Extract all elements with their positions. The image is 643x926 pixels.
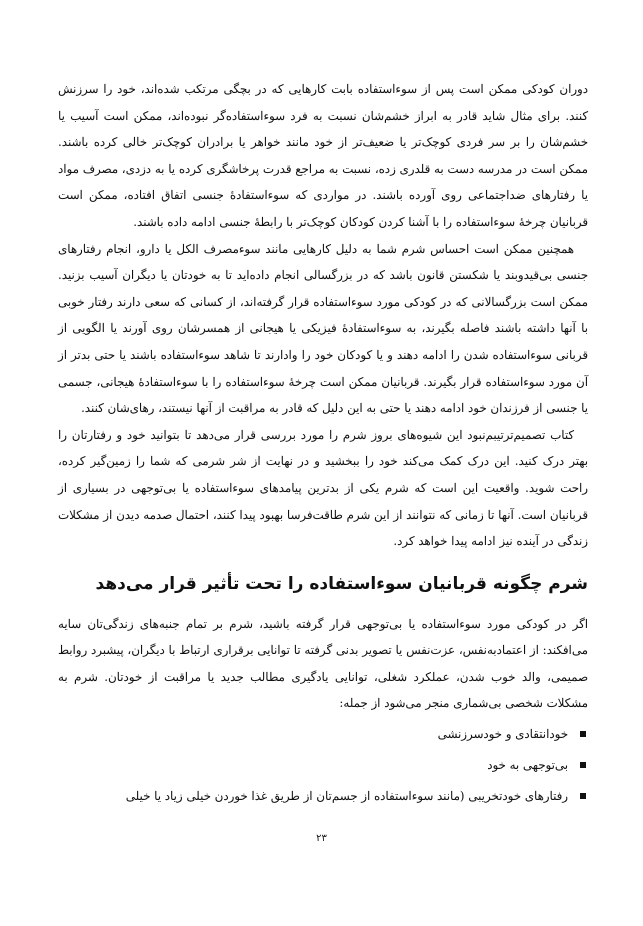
square-bullet-icon — [580, 793, 586, 799]
bullet-list — [58, 719, 588, 812]
body-paragraph: همچنین ممکن است احساس شرم شما به دلیل کارهایی مانند سوءمصرف الکل یا دارو، انجام رفتارهای جنسی بی‌قیدوبند یا شکستن قانون باشد که در بزرگسالی انجام داده‌اید تا به خودتان یا دیگران آسیب بزنید. ممکن است بزرگسالانی که در کودکی مورد سوءاستفاده قرار گرفته‌اند، از کسانی که سعی دارند رفتار خوبی با آنها داشته باشند فاصله بگیرند، به سوءاستفادۀ فیزیکی یا هیجانی از همسرشان روی آورند یا الگویی از قربانی سوءاستفاده شدن را ادامه دهند و یا کودکان خود را وادارند تا شاهد سوءاستفاده باشند یا حتی بدتر از آن مورد سوءاستفاده قرار بگیرند. قربانیان ممکن است چرخۀ سوءاستفاده را با سوءاستفادۀ هیجانی، جسمی یا جنسی از فرزندان خود ادامه دهند یا حتی به این دلیل که قادر به مراقبت از آنها نیستند، رهای‌شان کنند. — [58, 241, 588, 416]
body-paragraph: اگر در کودکی مورد سوءاستفاده یا بی‌توجهی قرار گرفته باشید، شرم بر تمام جنبه‌های زندگی‌تان سایه می‌افکند: از اعتماد‌به‌نفس، عزت‌نفس یا تصویر بدنی گرفته تا توانایی برقراری ارتباط با دیگران، پیشبرد روابط صمیمی، والد خوب شدن، عملکرد شغلی، توانایی یادگیری مطالب جدید یا مراقبت از خودتان. شرم به مشکلات شخصی بی‌شماری منجر می‌شود از جمله: — [58, 616, 588, 711]
list-item — [58, 750, 588, 781]
list-item-text: رفتارهای خودتخریبی (مانند سوءاستفاده از جسم‌تان از طریق غذا خوردن خیلی زیاد یا خیلی — [125, 789, 568, 804]
body-paragraph: دوران کودکی ممکن است پس از سوءاستفاده بابت کارهایی که در بچگی مرتکب شده‌اند، خود را سرزنش کنند. برای مثال شاید قادر به ابراز خشم‌شان نسبت به فرد سوءاستفاده‌گر نبوده‌اند، ممکن است آسیب یا خشم‌شان را بر سر فردی کوچک‌تر یا ضعیف‌تر از خود مانند خواهر یا برادران کوچک‌تر خالی کرده باشند. ممکن است در مدرسه دست به قلدری زده، نسبت به مراجع قدرت پرخاشگری کرده یا به دزدی، مصرف مواد یا رفتارهای ضداجتماعی روی آورده باشند. در مواردی که سوءاستفادۀ جنسی اتفاق افتاده، ممکن است قربانیان چرخۀ سوءاستفاده را با آشنا کردن کودکان کوچک‌تر با رابطۀ جنسی ادامه داده باشند. — [58, 82, 588, 229]
body-paragraph: کتاب تصمیم‌ترتیبم‌نبود این شیوه‌های بروز شرم را مورد بررسی قرار می‌دهد تا بتوانید خود و رفتارتان را بهتر درک کنید. این درک کمک می‌کند خود را ببخشید و در نهایت از شر شرمی که شما را زمین‌گیر کرده، راحت شوید. واقعیت این است که شرم یکی از بدترین پیامدهای سوءاستفاده یا بی‌توجهی در بسیاری از قربانیان است. آنها تا زمانی که نتوانند از این شرم طاقت‌فرسا بهبود پیدا کنند، احتمال صدمه دیدن از مشکلات زندگی در آینده نیز ادامه پیدا خواهد کرد. — [58, 427, 588, 549]
square-bullet-icon — [580, 731, 586, 737]
list-item-text: بی‌توجهی به خود — [487, 758, 568, 773]
square-bullet-icon — [580, 762, 586, 768]
section-heading: شرم چگونه قربانیان سوءاستفاده را تحت تأثیر قرار می‌دهد — [95, 573, 588, 594]
list-item-text: خودانتقادی و خودسرزنشی — [437, 727, 568, 742]
page-content — [58, 76, 588, 812]
list-item — [58, 719, 588, 750]
list-item — [58, 781, 588, 812]
page-number: ۲۳ — [316, 833, 327, 844]
